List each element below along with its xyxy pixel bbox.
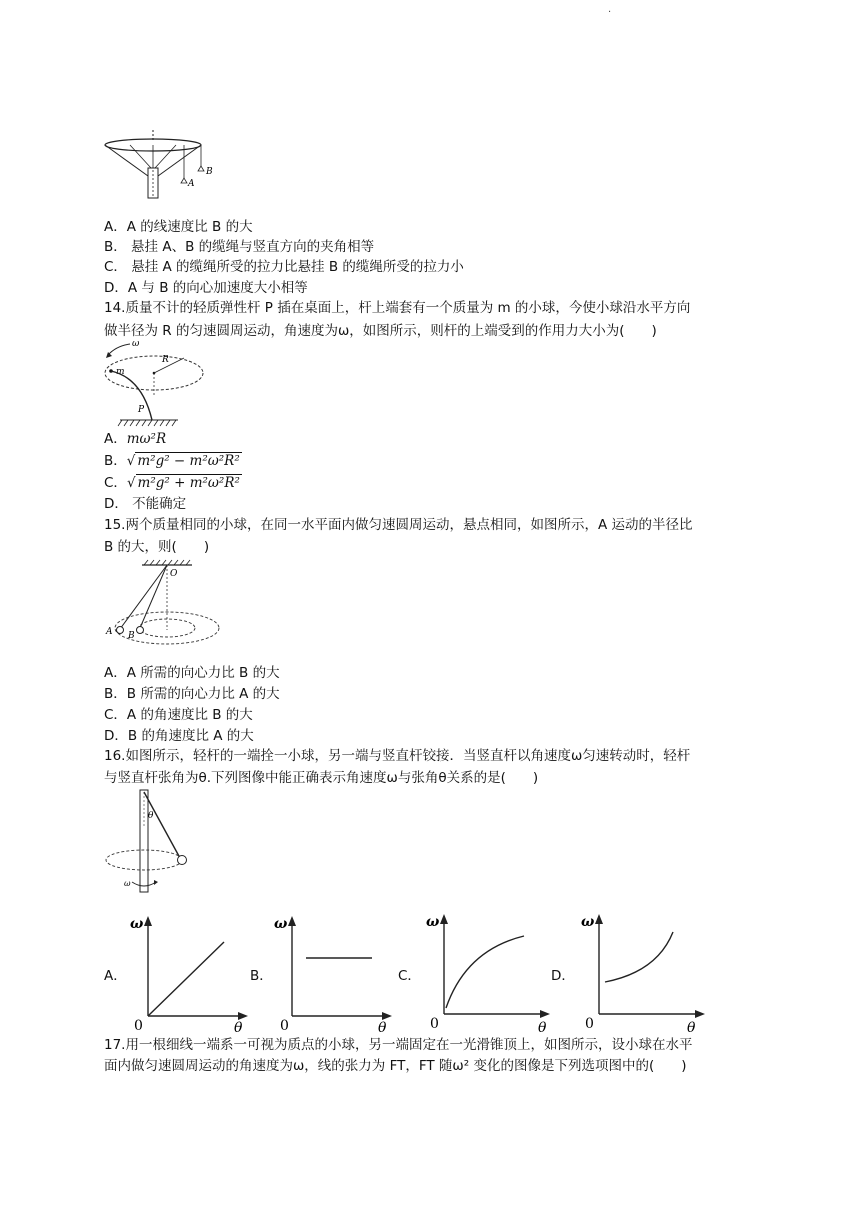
q16-figure xyxy=(102,788,202,896)
q15-label-b: B xyxy=(128,631,135,641)
q15-stem-line1: 15.两个质量相同的小球，在同一水平面内做匀速圆周运动，悬点相同，如图所示，A 运动的半径比 xyxy=(104,517,693,533)
q14-label-m: m xyxy=(116,367,125,377)
q13-option-a: A．A 的线速度比 B 的大 xyxy=(104,219,253,235)
q16-label-omega: ω xyxy=(124,879,131,888)
header-mark: . xyxy=(608,4,612,15)
q15-option-b: B．B 所需的向心力比 A 的大 xyxy=(104,686,280,702)
q15-option-a: A．A 所需的向心力比 B 的大 xyxy=(104,665,280,681)
q16-graph-c-x-axis: θ xyxy=(538,1020,547,1036)
q16-graph-c-y-axis: ω xyxy=(426,914,440,930)
q15-label-o: O xyxy=(170,569,178,579)
q14-option-a-math: mω²R xyxy=(126,431,167,447)
q14-option-c-prefix: C． xyxy=(104,475,127,491)
q16-graph-b-x-axis: θ xyxy=(378,1020,387,1036)
q15-stem-line2: B 的大，则( ) xyxy=(104,539,210,555)
q14-option-b-math: m²g² − m²ω²R² xyxy=(137,453,240,469)
q16-graph-d xyxy=(575,910,710,1036)
q14-label-omega: ω xyxy=(132,339,140,349)
q15-label-a: A xyxy=(106,627,113,637)
q16-stem-line1: 16.如图所示，轻杆的一端拴一小球，另一端与竖直杆铰接．当竖直杆以角速度ω匀速转动时，轻杆 xyxy=(104,748,691,764)
q13-option-c: C． 悬挂 A 的缆绳所受的拉力比悬挂 B 的缆绳所受的拉力小 xyxy=(104,259,464,275)
q16-graph-b-y-axis: ω xyxy=(274,916,288,932)
q14-stem-line1: 14.质量不计的轻质弹性杆 P 插在桌面上，杆上端套有一个质量为 m 的小球，今使小球沿水平方向 xyxy=(104,300,691,316)
q14-option-c: C．√ m²g² + m²ω²R² xyxy=(104,475,240,491)
q14-option-a xyxy=(104,429,166,449)
q13-figure xyxy=(100,128,220,198)
q14-option-c-math: m²g² + m²ω²R² xyxy=(137,475,240,491)
q16-graph-d-y-axis: ω xyxy=(581,914,595,930)
q16-graph-b xyxy=(272,912,402,1036)
q14-option-d: D． 不能确定 xyxy=(104,496,187,512)
q16-graph-b-origin: 0 xyxy=(280,1018,289,1034)
q16-graph-a xyxy=(128,912,258,1036)
q16-graph-a-y-axis: ω xyxy=(130,916,144,932)
q17-stem-line1: 17.用一根细线一端系一可视为质点的小球，另一端固定在一光滑锥顶上，如图所示，设小球在水平 xyxy=(104,1037,693,1053)
q14-option-a-prefix: A． xyxy=(104,431,127,447)
q16-graph-a-x-axis: θ xyxy=(234,1020,243,1036)
q16-graph-c xyxy=(422,910,557,1036)
q14-label-r: R xyxy=(162,355,169,365)
q16-graph-a-origin: 0 xyxy=(134,1018,143,1034)
q16-graph-a-label: A． xyxy=(104,968,127,984)
q15-option-c: C．A 的角速度比 B 的大 xyxy=(104,707,253,723)
q16-label-theta: θ xyxy=(148,811,154,821)
q15-figure xyxy=(102,560,227,648)
q13-label-a: A xyxy=(188,179,195,189)
q16-graph-d-origin: 0 xyxy=(585,1016,594,1032)
q16-graph-d-x-axis: θ xyxy=(687,1020,696,1036)
q13-option-b: B． 悬挂 A、B 的缆绳与竖直方向的夹角相等 xyxy=(104,239,375,255)
q14-label-p: P xyxy=(138,405,145,415)
q14-figure xyxy=(102,340,232,430)
q16-graph-c-label: C． xyxy=(398,968,421,984)
q14-option-b-prefix: B． xyxy=(104,453,127,469)
q16-graph-c-origin: 0 xyxy=(430,1016,439,1032)
q16-stem-line2: 与竖直杆张角为θ.下列图像中能正确表示角速度ω与张角θ关系的是( ) xyxy=(104,770,539,786)
q14-stem-line2: 做半径为 R 的匀速圆周运动，角速度为ω，如图所示，则杆的上端受到的作用力大小为( ) xyxy=(104,323,657,339)
q16-graph-d-label: D． xyxy=(551,968,575,984)
q13-option-d: D．A 与 B 的向心加速度大小相等 xyxy=(104,280,308,296)
q17-stem-line2: 面内做匀速圆周运动的角速度为ω，线的张力为 FT，FT 随ω² 变化的图像是下列选项图中的( ) xyxy=(104,1058,687,1074)
q16-graph-b-label: B． xyxy=(250,968,273,984)
q15-option-d: D．B 的角速度比 A 的大 xyxy=(104,728,254,744)
q13-label-b: B xyxy=(206,167,213,177)
q14-option-b: B．√ m²g² − m²ω²R² xyxy=(104,453,240,469)
